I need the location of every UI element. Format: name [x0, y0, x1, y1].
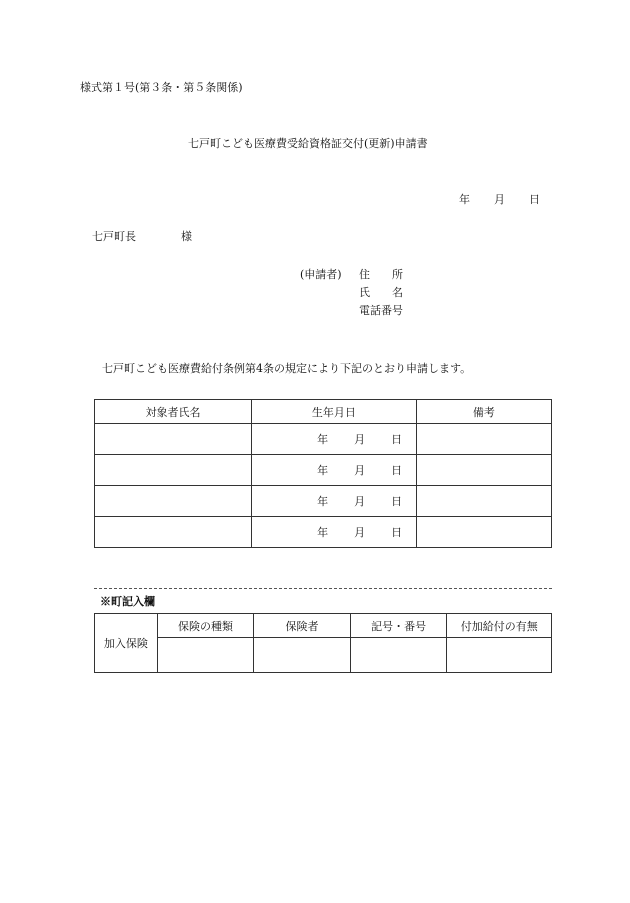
insurer-cell[interactable]	[254, 638, 351, 673]
table-row	[95, 455, 552, 486]
name-cell[interactable]	[95, 424, 252, 455]
note-cell[interactable]	[416, 486, 551, 517]
birthdate-cell[interactable]	[252, 424, 417, 455]
header-additional-benefit: 付加給付の有無	[447, 614, 552, 638]
year-label: 年	[317, 526, 329, 539]
insurance-type-cell[interactable]	[157, 638, 254, 673]
additional-benefit-cell[interactable]	[447, 638, 552, 673]
header-notes: 備考	[416, 400, 551, 424]
month-label: 月	[354, 526, 366, 539]
insurance-row-label: 加入保険	[95, 614, 158, 673]
applicant-address-label: 住 所	[359, 268, 403, 281]
day-label: 日	[391, 433, 403, 446]
name-cell[interactable]	[95, 517, 252, 548]
day-label: 日	[391, 526, 403, 539]
addressee-honorific: 様	[181, 230, 192, 243]
month-label: 月	[354, 433, 366, 446]
header-code-number: 記号・番号	[350, 614, 447, 638]
page-title: 七戸町こども医療費受給資格証交付(更新)申請書	[188, 137, 428, 150]
insurance-entry-row	[95, 638, 552, 673]
applicant-label: (申請者)	[300, 268, 342, 281]
note-cell[interactable]	[416, 424, 551, 455]
birthdate-cell[interactable]	[252, 517, 417, 548]
cut-line-divider	[94, 588, 552, 589]
applicant-table	[94, 399, 552, 548]
header-insurer: 保険者	[254, 614, 351, 638]
office-use-label: ※町記入欄	[100, 595, 155, 608]
header-insurance-type: 保険の種類	[157, 614, 254, 638]
note-cell[interactable]	[416, 517, 551, 548]
applicant-phone-label: 電話番号	[359, 304, 403, 317]
year-label: 年	[317, 495, 329, 508]
month-label: 月	[354, 464, 366, 477]
addressee-name: 七戸町長	[92, 230, 136, 243]
table-header-row	[95, 400, 552, 424]
code-number-cell[interactable]	[350, 638, 447, 673]
date-month: 月	[494, 193, 505, 206]
note-cell[interactable]	[416, 455, 551, 486]
year-label: 年	[317, 464, 329, 477]
day-label: 日	[391, 495, 403, 508]
statement: 七戸町こども医療費給付条例第4条の規定により下記のとおり申請します。	[102, 362, 472, 375]
date-year: 年	[459, 193, 470, 206]
table-row	[95, 486, 552, 517]
month-label: 月	[354, 495, 366, 508]
insurance-table	[94, 613, 552, 673]
form-number: 様式第１号(第３条・第５条関係)	[80, 81, 243, 94]
insurance-header-row	[95, 614, 552, 638]
header-birthdate: 生年月日	[252, 400, 417, 424]
birthdate-cell[interactable]	[252, 455, 417, 486]
date-day: 日	[529, 193, 540, 206]
date-line	[459, 193, 540, 207]
table-row	[95, 424, 552, 455]
birthdate-cell[interactable]	[252, 486, 417, 517]
name-cell[interactable]	[95, 486, 252, 517]
name-cell[interactable]	[95, 455, 252, 486]
table-row	[95, 517, 552, 548]
day-label: 日	[391, 464, 403, 477]
applicant-name-label: 氏 名	[359, 286, 403, 299]
year-label: 年	[317, 433, 329, 446]
addressee	[92, 230, 192, 244]
header-name: 対象者氏名	[95, 400, 252, 424]
